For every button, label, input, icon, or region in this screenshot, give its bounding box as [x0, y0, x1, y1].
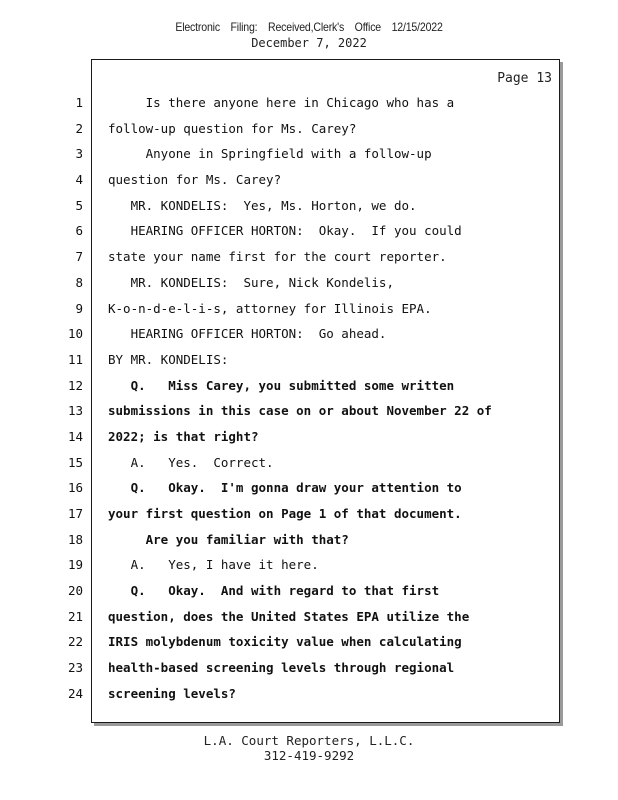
line-number: 24 [67, 685, 83, 701]
transcript-line [0, 270, 618, 296]
line-text: A. Yes, I have it here. [108, 557, 319, 573]
line-text: Are you familiar with that? [108, 531, 349, 547]
transcript-line [0, 424, 618, 450]
filing-stamp [37, 20, 581, 34]
transcript-line [0, 141, 618, 167]
transcript-line [0, 398, 618, 424]
transcript-line [0, 167, 618, 193]
line-number: 14 [67, 428, 83, 444]
reporter-phone: 312-419-9292 [263, 748, 355, 763]
line-number: 18 [67, 531, 83, 547]
transcript-line [0, 347, 618, 373]
transcript-line [0, 475, 618, 501]
line-text: question for Ms. Carey? [108, 172, 282, 188]
transcript-line [0, 655, 618, 681]
transcript-line [0, 296, 618, 322]
line-text: Q. Okay. And with regard to that first [108, 583, 440, 599]
line-number: 2 [75, 120, 83, 136]
transcript-line [0, 373, 618, 399]
line-text: state your name first for the court reporter. [108, 249, 447, 265]
line-text: HEARING OFFICER HORTON: Go ahead. [108, 326, 387, 342]
line-text: MR. KONDELIS: Sure, Nick Kondelis, [108, 274, 394, 290]
footer [0, 733, 618, 763]
line-number: 13 [67, 403, 83, 419]
line-number: 22 [67, 634, 83, 650]
line-number: 23 [67, 660, 83, 676]
line-number: 11 [67, 351, 83, 367]
line-text: Q. Okay. I'm gonna draw your attention to [108, 480, 462, 496]
transcript-line [0, 501, 618, 527]
line-number: 21 [67, 608, 83, 624]
line-number: 9 [75, 300, 83, 316]
line-number: 19 [67, 557, 83, 573]
transcript-line [0, 629, 618, 655]
line-text: screening levels? [108, 685, 236, 701]
line-number: 12 [67, 377, 83, 393]
line-number: 15 [67, 454, 83, 470]
line-text: MR. KONDELIS: Yes, Ms. Horton, we do. [108, 197, 417, 213]
line-text: A. Yes. Correct. [108, 454, 274, 470]
line-number: 20 [67, 583, 83, 599]
filing-stamp-part: Received,Clerk's [268, 20, 345, 34]
transcript-line [0, 193, 618, 219]
transcript-line [0, 116, 618, 142]
transcript-line [0, 244, 618, 270]
filing-stamp-part: Office [354, 20, 382, 34]
transcript-line [0, 321, 618, 347]
line-number: 16 [67, 480, 83, 496]
line-text: 2022; is that right? [108, 428, 259, 444]
page-number: Page 13 [497, 71, 552, 86]
filing-stamp-part: 12/15/2022 [391, 20, 443, 34]
filing-stamp-part: Filing: [230, 20, 258, 34]
transcript-line [0, 218, 618, 244]
line-text: Is there anyone here in Chicago who has a [108, 95, 455, 110]
line-text: IRIS molybdenum toxicity value when calculating [108, 634, 462, 650]
filing-stamp-part: Electronic [175, 20, 220, 34]
transcript-line [0, 578, 618, 604]
line-text: question, does the United States EPA utilize the [108, 608, 470, 624]
line-number: 17 [67, 506, 83, 521]
transcript-line [0, 527, 618, 553]
transcript-line [0, 450, 618, 476]
hearing-date: December 7, 2022 [251, 36, 367, 50]
line-text: K-o-n-d-e-l-i-s, attorney for Illinois EPA. [108, 300, 432, 316]
transcript-lines [0, 90, 618, 707]
line-text: submissions in this case on or about November 22 of [108, 403, 492, 419]
line-number: 5 [75, 197, 83, 213]
line-number: 4 [75, 172, 83, 188]
line-text: HEARING OFFICER HORTON: Okay. If you could [108, 223, 462, 239]
line-number: 3 [75, 146, 83, 162]
line-text: Q. Miss Carey, you submitted some written [108, 377, 455, 393]
line-number: 1 [75, 95, 83, 110]
line-text: your first question on Page 1 of that document. [108, 506, 462, 521]
transcript-line [0, 681, 618, 707]
transcript-line [0, 552, 618, 578]
line-text: BY MR. KONDELIS: [108, 351, 229, 367]
line-number: 10 [67, 326, 83, 342]
line-text: health-based screening levels through regional [108, 660, 455, 676]
line-text: Anyone in Springfield with a follow-up [108, 146, 432, 162]
transcript-line [0, 90, 618, 116]
line-number: 7 [75, 249, 83, 265]
line-text: follow-up question for Ms. Carey? [108, 120, 357, 136]
line-number: 6 [75, 223, 83, 239]
line-number: 8 [75, 274, 83, 290]
transcript-line [0, 604, 618, 630]
reporter-company: L.A. Court Reporters, L.L.C. [203, 733, 415, 748]
